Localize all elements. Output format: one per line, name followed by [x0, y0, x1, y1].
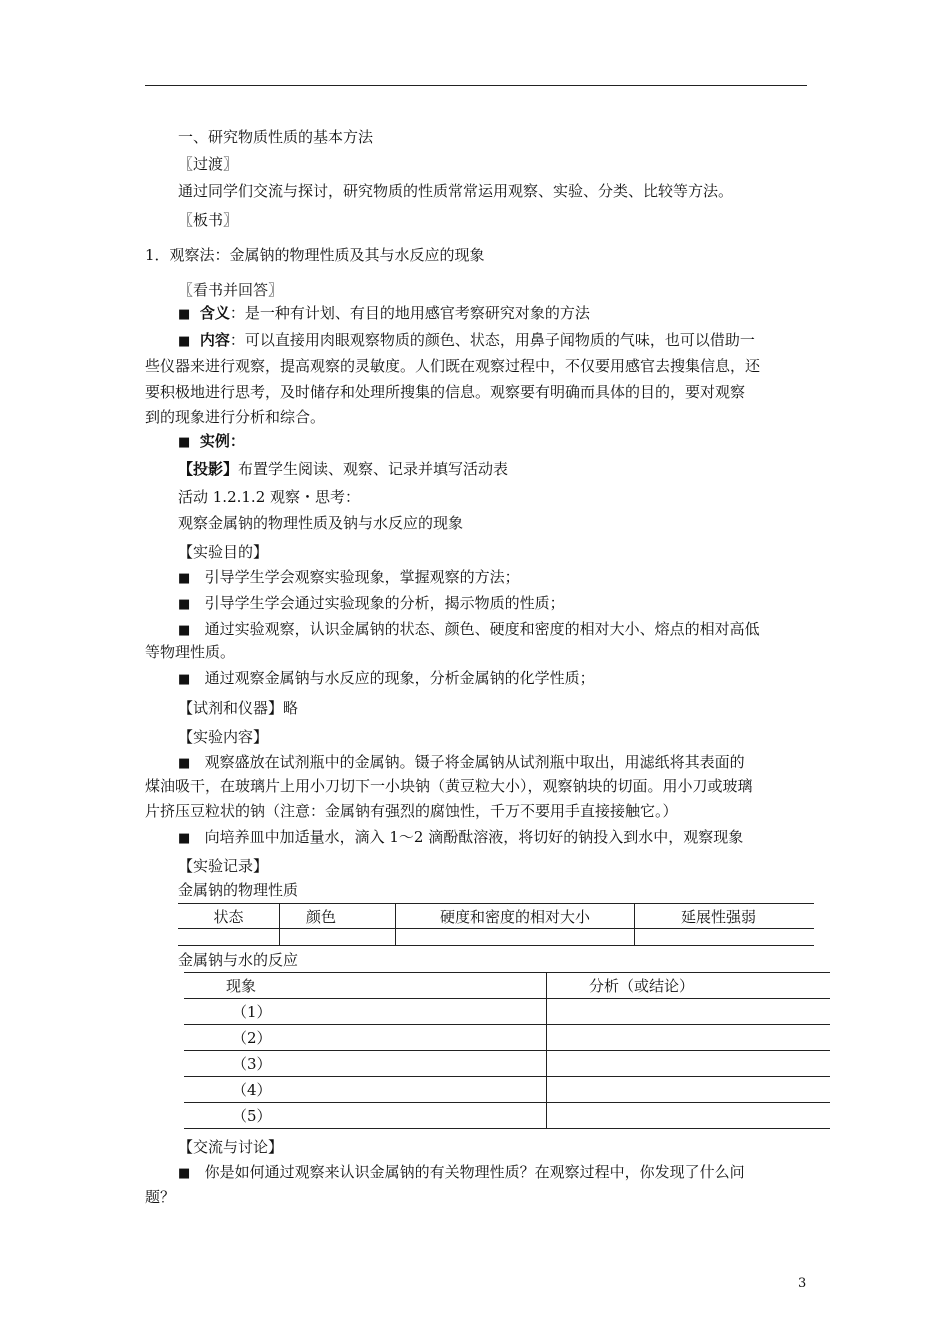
example-label: 实例：: [199, 432, 245, 450]
row-label: （4）: [184, 1077, 547, 1103]
table-header-row: [178, 904, 814, 929]
content-text-1: ：可以直接用肉眼观察物质的颜色、状态，用鼻子闻物质的气味，也可以借助一: [229, 331, 755, 349]
table-row: [184, 1077, 830, 1103]
purpose-3-cont: 等物理性质。: [145, 643, 236, 661]
reagents-line: [178, 697, 298, 719]
section-heading: 一、研究物质性质的基本方法: [178, 128, 374, 146]
step-1-cont-1: 煤油吸干，在玻璃片上用小刀切下一小块钠（黄豆粒大小），观察钠块的切面。用小刀或玻璃: [145, 777, 753, 795]
reagents-tag: 【试剂和仪器】: [178, 699, 284, 717]
bullet-square-icon: ■: [178, 334, 191, 349]
content-line-2: 些仪器来进行观察，提高观察的灵敏度。人们既在观察过程中，不仅要用感官去搜集信息，还: [145, 357, 761, 375]
bullet-square-icon: ■: [178, 1166, 191, 1181]
record-tag: 【实验记录】: [178, 857, 269, 875]
activity-title: 活动 1.2.1.2 观察・思考：: [178, 488, 361, 506]
bullet-square-icon: ■: [178, 831, 191, 846]
meaning-text: ：是一种有计划、有目的地用感官考察研究对象的方法: [229, 304, 590, 322]
read-tag: 〖看书并回答〗: [178, 281, 284, 299]
bullet-square-icon: ■: [178, 672, 191, 687]
physical-properties-table: [178, 903, 814, 946]
table-cell[interactable]: [547, 1077, 831, 1103]
table-cell[interactable]: [280, 929, 396, 946]
row-label: （5）: [184, 1103, 547, 1129]
table2-caption: 金属钠与水的反应: [178, 951, 299, 969]
header-rule: [145, 85, 807, 86]
step-1: ■ 观察盛放在试剂瓶中的金属钠。镊子将金属钠从试剂瓶中取出，用滤纸将其表面的: [178, 753, 745, 771]
bullet-square-icon: ■: [178, 571, 191, 586]
table-cell[interactable]: [547, 1025, 831, 1051]
table-row: [184, 1025, 830, 1051]
content-line-1: [178, 329, 755, 353]
row-label: （1）: [184, 999, 547, 1025]
table-row: [184, 1051, 830, 1077]
example-line: [178, 430, 245, 454]
projection-text: 布置学生阅读、观察、记录并填写活动表: [238, 460, 509, 478]
step-2: ■ 向培养皿中加适量水，滴入 1～2 滴酚酞溶液，将切好的钠投入到水中，观察现象: [178, 828, 744, 846]
row-label: （3）: [184, 1051, 547, 1077]
table-row: [178, 929, 814, 946]
table-cell[interactable]: [547, 999, 831, 1025]
table-cell[interactable]: [396, 929, 635, 946]
table-cell[interactable]: [547, 1103, 831, 1129]
projection-line: [178, 458, 508, 480]
bullet-square-icon: ■: [178, 307, 191, 322]
table-row: [184, 999, 830, 1025]
table-cell[interactable]: [635, 929, 815, 946]
meaning-label: 含义: [199, 304, 230, 322]
table-header-cell: 硬度和密度的相对大小: [396, 904, 635, 929]
discussion-tag: 【交流与讨论】: [178, 1138, 284, 1156]
page-number: 3: [798, 1276, 807, 1291]
table-header-row: [184, 973, 830, 999]
projection-tag: 【投影】: [178, 460, 239, 478]
content-label: 内容: [199, 331, 230, 349]
table-cell[interactable]: [178, 929, 280, 946]
meaning-line: [178, 302, 590, 326]
content-line-4: 到的现象进行分析和综合。: [145, 408, 326, 426]
purpose-4: ■ 通过观察金属钠与水反应的现象，分析金属钠的化学性质；: [178, 669, 595, 687]
bullet-square-icon: ■: [178, 435, 191, 450]
step-1-cont-2: 片挤压豆粒状的钠（注意：金属钠有强烈的腐蚀性，千万不要用手直接接触它。）: [145, 802, 678, 820]
item-1-heading: 1．观察法：金属钠的物理性质及其与水反应的现象: [145, 246, 485, 264]
bullet-square-icon: ■: [178, 756, 191, 771]
water-reaction-table: [184, 972, 830, 1129]
transition-tag: 〖过渡〗: [178, 155, 239, 173]
transition-text: 通过同学们交流与探讨，研究物质的性质常常运用观察、实验、分类、比较等方法。: [178, 182, 734, 200]
purpose-1: ■ 引导学生学会观察实验现象，掌握观察的方法；: [178, 568, 520, 586]
table-header-cell: 状态: [178, 904, 280, 929]
row-label: （2）: [184, 1025, 547, 1051]
bullet-square-icon: ■: [178, 597, 191, 612]
table-row: [184, 1103, 830, 1129]
table-header-cell: 现象: [184, 973, 547, 999]
content-tag: 【实验内容】: [178, 728, 269, 746]
table-header-cell: 分析（或结论）: [547, 973, 831, 999]
discussion-question-cont: 题？: [145, 1188, 176, 1206]
table-cell[interactable]: [547, 1051, 831, 1077]
activity-subtitle: 观察金属钠的物理性质及钠与水反应的现象: [178, 514, 464, 532]
reagents-text: 略: [283, 699, 299, 717]
purpose-2: ■ 引导学生学会通过实验现象的分析，揭示物质的性质；: [178, 594, 565, 612]
purpose-tag: 【实验目的】: [178, 543, 269, 561]
bullet-square-icon: ■: [178, 623, 191, 638]
table1-caption: 金属钠的物理性质: [178, 881, 299, 899]
table-header-cell: 延展性强弱: [635, 904, 815, 929]
board-tag: 〖板书〗: [178, 211, 239, 229]
discussion-question: ■ 你是如何通过观察来认识金属钠的有关物理性质？在观察过程中，你发现了什么问: [178, 1163, 745, 1181]
content-line-3: 要积极地进行思考，及时储存和处理所搜集的信息。观察要有明确而具体的目的，要对观察: [145, 383, 746, 401]
table-header-cell: 颜色: [280, 904, 396, 929]
purpose-3: ■ 通过实验观察，认识金属钠的状态、颜色、硬度和密度的相对大小、熔点的相对高低: [178, 620, 760, 638]
